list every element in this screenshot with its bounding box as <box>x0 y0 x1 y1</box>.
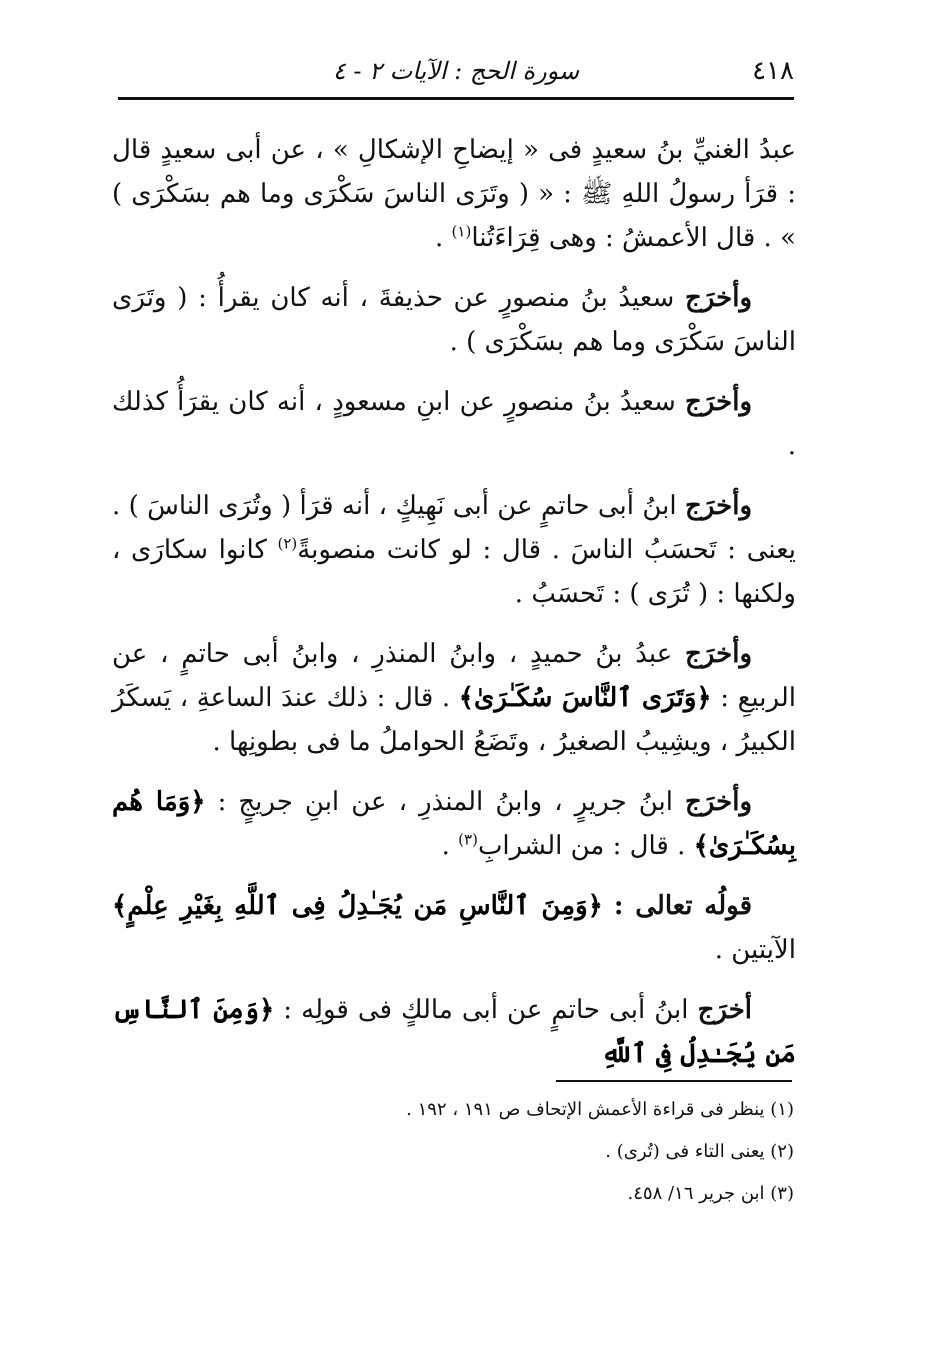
paragraph-1 <box>112 128 796 260</box>
paragraph-2 <box>112 276 796 364</box>
paragraph-text: ابنُ أبى حاتمٍ عن أبى مالكٍ فى قولِه : <box>274 995 698 1025</box>
paragraph-text: ابنُ أبى حاتمٍ عن أبى نَهِيكٍ ، أنه قرَأ ( وتُرَى الناسَ ) . يعنى : تَحسَبُ الناسَ . قال : لو كانت منصوبةً <box>112 491 796 565</box>
quran-quote: ﴿وَمَا هُم بِسُكَـٰرَىٰ﴾ <box>112 787 796 861</box>
footnote-2: (٢) يعنى التاء فى (تُرى) . <box>605 1141 794 1162</box>
paragraph-4 <box>112 484 796 616</box>
footnotes <box>300 1096 794 1222</box>
footnote-ref-3: (٣) <box>458 830 478 849</box>
paragraph-3 <box>112 380 796 468</box>
running-title: سورة الحج : الآيات ٢ - ٤ <box>332 57 580 85</box>
paragraph-tail: . قال : من الشرابِ <box>477 831 694 861</box>
paragraph-text: سعيدُ بنُ منصورٍ عن ابنِ مسعودٍ ، أنه كان يقرَأُ كذلك . <box>112 387 796 461</box>
paragraph-lead: وأخرَج <box>685 283 752 313</box>
paragraph-text: سعيدُ بنُ منصورٍ عن حذيفةَ ، أنه كان يقرأُ : ( وتَرَى الناسَ سَكْرَى وما هم بسَكْرَى ) . <box>112 283 796 357</box>
paragraph-lead: وأخرَج <box>685 491 752 521</box>
footnote-rule <box>556 1080 792 1082</box>
paragraph-tail: الآيتين . <box>714 935 796 965</box>
paragraph-tail-2: . <box>441 831 459 861</box>
paragraph-lead: وأخرَج <box>685 387 752 417</box>
footnote-ref-2: (٢) <box>277 534 298 553</box>
paragraph-text: عبدُ بنُ حميدٍ ، وابنُ المنذرِ ، وابنُ أبى حاتمٍ ، عن الربيعِ : <box>112 639 797 713</box>
paragraph-text: ابنُ جريرٍ ، وابنُ المنذرِ ، عن ابنِ جريجٍ : <box>205 787 686 817</box>
paragraph-text <box>603 891 614 921</box>
paragraph-lead: وأخرَج <box>685 639 752 669</box>
paragraph-tail: كانوا سكارَى ، ولكنها : ( تُرَى ) : تَحسَبُ . <box>112 535 796 609</box>
paragraph-tail: . <box>435 223 452 253</box>
quran-quote: ﴿وَمِنَ ٱلنَّاسِ مَن يُجَـٰدِلُ فِى ٱللَّهِ <box>112 995 796 1069</box>
main-text <box>112 128 796 1092</box>
quran-quote: ﴿وَتَرَى ٱلنَّاسَ سُكَـٰرَىٰ﴾ <box>458 683 712 713</box>
paragraph-text: عبدُ الغنيِّ بنُ سعيدٍ فى « إيضاحِ الإشكالِ » ، عن أبى سعيدٍ قال : قرَأ رسولُ اللهِ ﷺ : « ( وتَرَى الناسَ سَكْرَى وما هم بسَكْرَى ) » . قال الأعمشُ : وهى قِرَاءَتُنا <box>112 135 796 253</box>
quran-quote: ﴿وَمِنَ ٱلنَّاسِ مَن يُجَـٰدِلُ فِى ٱللَّهِ بِغَيْرِ عِلْمٍ﴾ <box>112 891 603 921</box>
paragraph-5 <box>112 632 796 764</box>
paragraph-8 <box>112 988 796 1076</box>
footnote-3: (٣) ابن جرير ١٦/ ٤٥٨. <box>627 1183 794 1204</box>
paragraph-lead: قولُه تعالى : <box>613 891 753 921</box>
footnote-ref-1: (١) <box>451 222 472 241</box>
page-header <box>118 50 794 94</box>
paragraph-7 <box>112 884 796 972</box>
footnote-1: (١) ينظر فى قراءة الأعمش الإتحاف ص ١٩١ ، ١٩٢ . <box>406 1099 794 1120</box>
paragraph-lead: وأخرَج <box>685 787 752 817</box>
paragraph-lead: أخرَج <box>697 995 753 1025</box>
page-number: ٤١٨ <box>752 56 794 86</box>
paragraph-tail: . قال : ذلك عندَ الساعةِ ، يَسكَرُ الكبيرُ ، ويشِيبُ الصغيرُ ، وتَضَعُ الحواملُ ما فى بطونِها . <box>112 683 796 757</box>
paragraph-6 <box>112 780 796 868</box>
header-rule <box>118 97 794 100</box>
